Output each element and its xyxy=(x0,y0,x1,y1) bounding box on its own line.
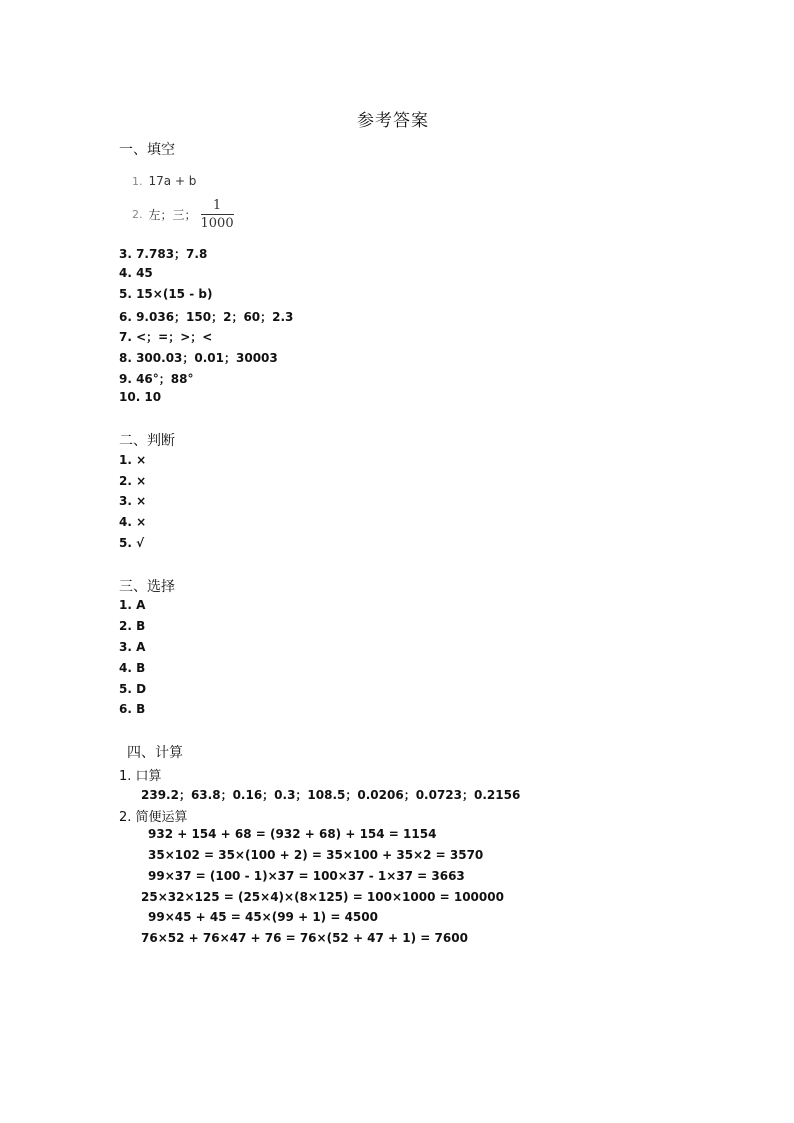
simple-calc-line-2: 35×102 = 35×(100 + 2) = 35×100 + 35×2 = 3570 xyxy=(148,848,484,862)
fill-item-4: 4. 45 xyxy=(119,266,153,280)
section-heading-fill: 一、填空 xyxy=(119,142,175,158)
section-heading-judge: 二、判断 xyxy=(119,433,175,449)
simple-calc-line-5: 99×45 + 45 = 45×(99 + 1) = 4500 xyxy=(148,910,378,924)
oral-calc-answers: 239.2；63.8；0.16；0.3；108.5；0.0206；0.0723；0.2156 xyxy=(141,788,521,802)
fraction-denominator: 1000 xyxy=(200,216,234,231)
simple-calc-line-1: 932 + 154 + 68 = (932 + 68) + 154 = 1154 xyxy=(148,827,437,841)
fill-item-3: 3. 7.783；7.8 xyxy=(119,247,208,261)
choice-item-1: 1. A xyxy=(119,598,146,612)
simple-calc-label: 2. 简便运算 xyxy=(119,810,188,825)
choice-item-4: 4. B xyxy=(119,661,146,675)
judge-item-3: 3. × xyxy=(119,494,147,508)
choice-item-2: 2. B xyxy=(119,619,146,633)
choice-item-3: 3. A xyxy=(119,640,146,654)
fraction-numerator: 1 xyxy=(201,198,234,215)
judge-item-4: 4. × xyxy=(119,515,147,529)
fill-item-10: 10. 10 xyxy=(119,390,162,404)
fill-item-6: 6. 9.036；150；2；60；2.3 xyxy=(119,310,294,324)
list-number: 2. xyxy=(132,208,143,221)
list-number: 1. xyxy=(132,175,143,188)
answer-text: 左；三； xyxy=(148,208,197,222)
simple-calc-line-4: 25×32×125 = (25×4)×(8×125) = 100×1000 = 100000 xyxy=(141,890,504,904)
fraction xyxy=(201,198,234,231)
fill-item-5: 5. 15×(15 - b) xyxy=(119,287,213,301)
choice-item-6: 6. B xyxy=(119,702,146,716)
judge-item-2: 2. × xyxy=(119,474,147,488)
fill-item-8: 8. 300.03；0.01；30003 xyxy=(119,351,278,365)
page-title: 参考答案 xyxy=(357,111,429,131)
oral-calc-label: 1. 口算 xyxy=(119,769,162,784)
fill-item-1 xyxy=(132,174,196,188)
fill-item-7: 7. <；=；>；< xyxy=(119,330,213,344)
choice-item-5: 5. D xyxy=(119,682,147,696)
fill-item-2 xyxy=(132,198,234,231)
judge-item-1: 1. × xyxy=(119,453,147,467)
section-heading-calc: 四、计算 xyxy=(127,745,183,761)
judge-item-5: 5. √ xyxy=(119,536,145,550)
simple-calc-line-3: 99×37 = (100 - 1)×37 = 100×37 - 1×37 = 3663 xyxy=(148,869,465,883)
simple-calc-line-6: 76×52 + 76×47 + 76 = 76×(52 + 47 + 1) = 7600 xyxy=(141,931,468,945)
answer-text: 17a + b xyxy=(148,174,197,188)
section-heading-choice: 三、选择 xyxy=(119,579,175,595)
fill-item-9: 9. 46°；88° xyxy=(119,372,194,386)
